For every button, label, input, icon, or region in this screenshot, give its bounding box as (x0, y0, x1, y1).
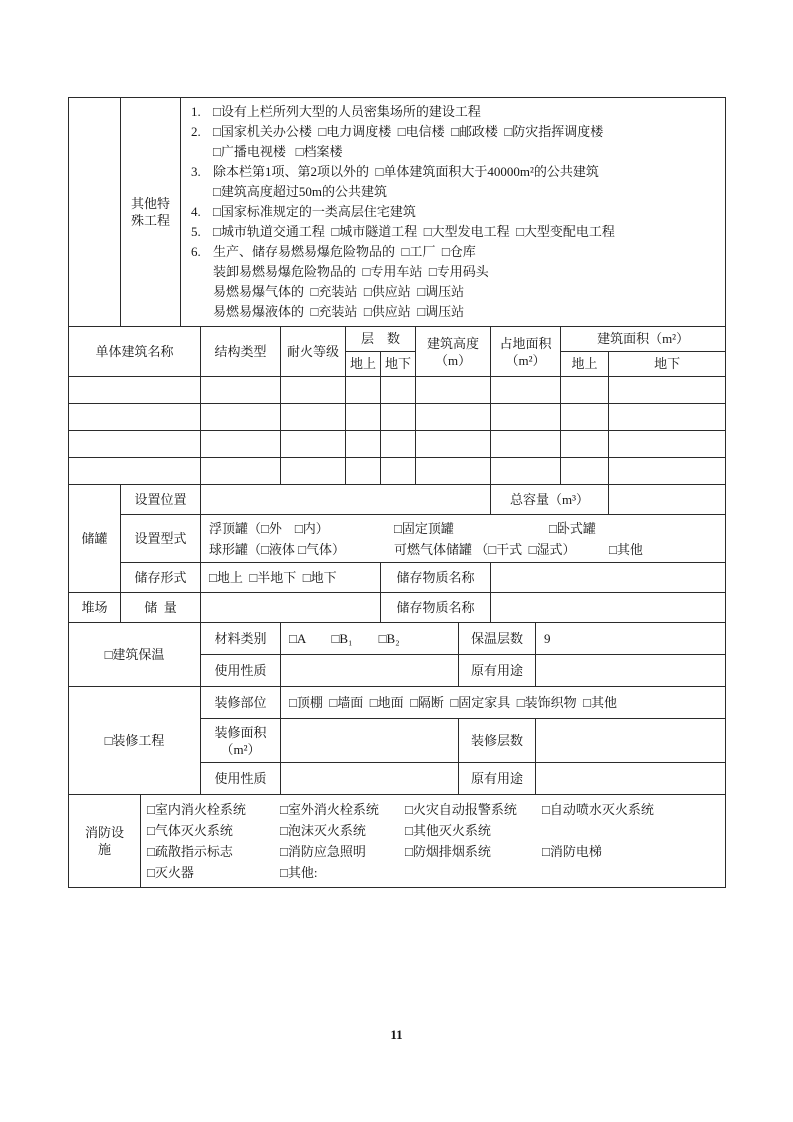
special-item-line: □建筑高度超过50m的公共建筑 (213, 184, 387, 199)
tank-position-label: 设置位置 (121, 485, 201, 515)
fire-option-auto-alarm: □火灾自动报警系统 (405, 802, 517, 817)
fire-option-other: □其他: (280, 865, 318, 880)
fire-option-extinguisher: □灭火器 (147, 865, 194, 880)
special-projects-label-line2: 殊工程 (131, 213, 171, 228)
fire-option-fire-elevator: □消防电梯 (542, 844, 602, 859)
special-item-2 (191, 122, 721, 162)
area-above-cell (561, 404, 609, 431)
special-item-3 (191, 162, 721, 202)
decoration-part-label: 装修部位 (201, 687, 281, 719)
area-above-cell (561, 377, 609, 404)
building-name-cell (69, 458, 201, 485)
header-footprint-area: 占地面积 （m²） (491, 327, 561, 377)
yard-substance-value-cell (491, 593, 726, 623)
fire-option-sprinkler: □自动喷水灭火系统 (542, 802, 654, 817)
header-area-above: 地上 (561, 352, 609, 377)
tank-storage-form-label: 储存形式 (121, 563, 201, 593)
structure-type-cell (201, 377, 281, 404)
tank-position-value-cell (201, 485, 491, 515)
floors-above-cell (346, 404, 381, 431)
insulation-material-label: 材料类别 (201, 623, 281, 655)
header-building-height: 建筑高度 （m） (416, 327, 491, 377)
tank-option-horizontal: □卧式罐 (549, 520, 596, 536)
fire-facilities-line1 (147, 799, 723, 820)
fire-option-indoor-hydrant: □室内消火栓系统 (147, 802, 246, 817)
building-height-cell (416, 431, 491, 458)
tank-section-label: 储罐 (69, 485, 121, 593)
floors-above-cell (346, 377, 381, 404)
fire-facilities-line4 (147, 862, 723, 883)
application-form-table (68, 97, 726, 888)
floors-below-cell (381, 458, 416, 485)
special-projects-content (181, 98, 726, 327)
floors-below-cell (381, 431, 416, 458)
header-floor-area: 建筑面积（m²） (561, 327, 726, 352)
header-building-name: 单体建筑名称 (69, 327, 201, 377)
area-above-cell (561, 431, 609, 458)
building-row-1 (69, 377, 726, 404)
fire-rating-cell (281, 458, 346, 485)
insulation-original-use-value-cell (536, 655, 726, 687)
yard-section-label: 堆场 (69, 593, 121, 623)
fire-option-evacuation-signs: □疏散指示标志 (147, 844, 233, 859)
special-item-6 (191, 242, 721, 322)
footprint-area-cell (491, 377, 561, 404)
fire-facilities-line3 (147, 841, 723, 862)
special-item-line: 生产、储存易燃易爆危险物品的 □工厂 □仓库 (213, 244, 476, 259)
decoration-original-use-value-cell (536, 763, 726, 795)
special-projects-label (121, 98, 181, 327)
empty-cell (69, 98, 121, 327)
tank-type-options-line1 (209, 518, 721, 539)
area-below-cell (609, 404, 726, 431)
fire-facilities-row (69, 795, 726, 888)
fire-rating-cell (281, 377, 346, 404)
area-below-cell (609, 431, 726, 458)
area-above-cell (561, 458, 609, 485)
fire-facilities-line2 (147, 820, 723, 841)
tank-capacity-value-cell (609, 485, 726, 515)
decoration-section-label: □装修工程 (69, 687, 201, 795)
tank-type-label: 设置型式 (121, 515, 201, 563)
special-item-line: 装卸易燃易爆危险物品的 □专用车站 □专用码头 (213, 264, 489, 279)
tank-option-spherical: 球形罐（□液体 □气体） (209, 541, 345, 557)
decoration-part-row (69, 687, 726, 719)
special-item-number: 2. (191, 124, 201, 139)
decoration-area-value-cell (281, 719, 459, 763)
yard-row (69, 593, 726, 623)
tank-capacity-label: 总容量（m³） (491, 485, 609, 515)
special-item-line: 除本栏第1项、第2项以外的 □单体建筑面积大于40000m²的公共建筑 (213, 164, 599, 179)
structure-type-cell (201, 431, 281, 458)
special-item-number: 3. (191, 164, 201, 179)
tank-option-combustible-gas: 可燃气体储罐 （□干式 □湿式） (394, 541, 576, 557)
decoration-usage-value-cell (281, 763, 459, 795)
tank-option-floating-roof: 浮顶罐（□外 □内） (209, 520, 329, 536)
area-below-cell (609, 377, 726, 404)
footprint-area-cell (491, 431, 561, 458)
fire-option-smoke-control: □防烟排烟系统 (405, 844, 491, 859)
building-height-cell (416, 458, 491, 485)
special-item-line: 易燃易爆气体的 □充装站 □供应站 □调压站 (213, 284, 465, 299)
special-item-number: 5. (191, 224, 201, 239)
fire-rating-cell (281, 404, 346, 431)
floors-below-cell (381, 404, 416, 431)
special-item-number: 6. (191, 244, 201, 259)
floors-below-cell (381, 377, 416, 404)
building-table-header-row-1 (69, 327, 726, 352)
special-projects-label-line1: 其他特 (131, 196, 171, 211)
special-item-number: 1. (191, 104, 201, 119)
special-item-5 (191, 222, 721, 242)
tank-substance-label: 储存物质名称 (381, 563, 491, 593)
tank-type-row (69, 515, 726, 563)
footprint-area-cell (491, 458, 561, 485)
fire-option-emergency-lighting: □消防应急照明 (280, 844, 366, 859)
special-item-line: □国家机关办公楼 □电力调度楼 □电信楼 □邮政楼 □防灾指挥调度楼 (213, 124, 604, 139)
special-item-line: 易燃易爆液体的 □充装站 □供应站 □调压站 (213, 304, 465, 319)
tank-substance-value-cell (491, 563, 726, 593)
tank-storage-form-options: □地上 □半地下 □地下 (201, 563, 381, 593)
floors-above-cell (346, 431, 381, 458)
footprint-area-cell (491, 404, 561, 431)
special-item-line: □国家标准规定的一类高层住宅建筑 (213, 204, 416, 219)
fire-facilities-options (141, 795, 726, 888)
header-area-below: 地下 (609, 352, 726, 377)
decoration-part-options: □顶棚 □墙面 □地面 □隔断 □固定家具 □装饰织物 □其他 (281, 687, 726, 719)
decoration-usage-label: 使用性质 (201, 763, 281, 795)
fire-rating-cell (281, 431, 346, 458)
area-below-cell (609, 458, 726, 485)
tank-storage-form-row (69, 563, 726, 593)
decoration-area-label: 装修面积 （m²） (201, 719, 281, 763)
building-row-4 (69, 458, 726, 485)
building-height-cell (416, 404, 491, 431)
special-item-line: □设有上栏所列大型的人员密集场所的建设工程 (213, 104, 481, 119)
insulation-layers-value: 9 (536, 623, 726, 655)
insulation-usage-value-cell (281, 655, 459, 687)
header-structure-type: 结构类型 (201, 327, 281, 377)
special-projects-row (69, 98, 726, 327)
yard-substance-label: 储存物质名称 (381, 593, 491, 623)
insulation-material-options: □A □B₁ □B₂ (281, 623, 459, 655)
structure-type-cell (201, 458, 281, 485)
insulation-usage-label: 使用性质 (201, 655, 281, 687)
building-height-cell (416, 377, 491, 404)
header-floors-above: 地上 (346, 352, 381, 377)
insulation-original-use-label: 原有用途 (459, 655, 536, 687)
building-name-cell (69, 404, 201, 431)
building-name-cell (69, 377, 201, 404)
tank-option-fixed-roof: □固定顶罐 (394, 520, 454, 536)
header-fire-rating: 耐火等级 (281, 327, 346, 377)
fire-facilities-section-label: 消防设 施 (69, 795, 141, 888)
insulation-material-row (69, 623, 726, 655)
yard-quantity-label: 储 量 (121, 593, 201, 623)
tank-option-other: □其他 (609, 541, 643, 557)
tank-position-row (69, 485, 726, 515)
special-item-line: □广播电视楼 □档案楼 (213, 144, 343, 159)
insulation-section-label: □建筑保温 (69, 623, 201, 687)
decoration-layers-label: 装修层数 (459, 719, 536, 763)
building-name-cell (69, 431, 201, 458)
fire-option-gas-extinguishing: □气体灭火系统 (147, 823, 233, 838)
building-row-3 (69, 431, 726, 458)
fire-option-foam-extinguishing: □泡沫灭火系统 (280, 823, 366, 838)
tank-type-options (201, 515, 726, 563)
header-floors: 层 数 (346, 327, 416, 352)
header-floors-below: 地下 (381, 352, 416, 377)
building-row-2 (69, 404, 726, 431)
fire-option-outdoor-hydrant: □室外消火栓系统 (280, 802, 379, 817)
insulation-layers-label: 保温层数 (459, 623, 536, 655)
special-item-4 (191, 202, 721, 222)
tank-type-options-line2 (209, 539, 721, 560)
decoration-layers-value-cell (536, 719, 726, 763)
floors-above-cell (346, 458, 381, 485)
page-number: 11 (390, 1027, 403, 1042)
yard-quantity-value-cell (201, 593, 381, 623)
fire-option-other-extinguishing: □其他灭火系统 (405, 823, 491, 838)
decoration-original-use-label: 原有用途 (459, 763, 536, 795)
special-item-number: 4. (191, 204, 201, 219)
structure-type-cell (201, 404, 281, 431)
special-item-1 (191, 102, 721, 122)
special-item-line: □城市轨道交通工程 □城市隧道工程 □大型发电工程 □大型变配电工程 (213, 224, 615, 239)
